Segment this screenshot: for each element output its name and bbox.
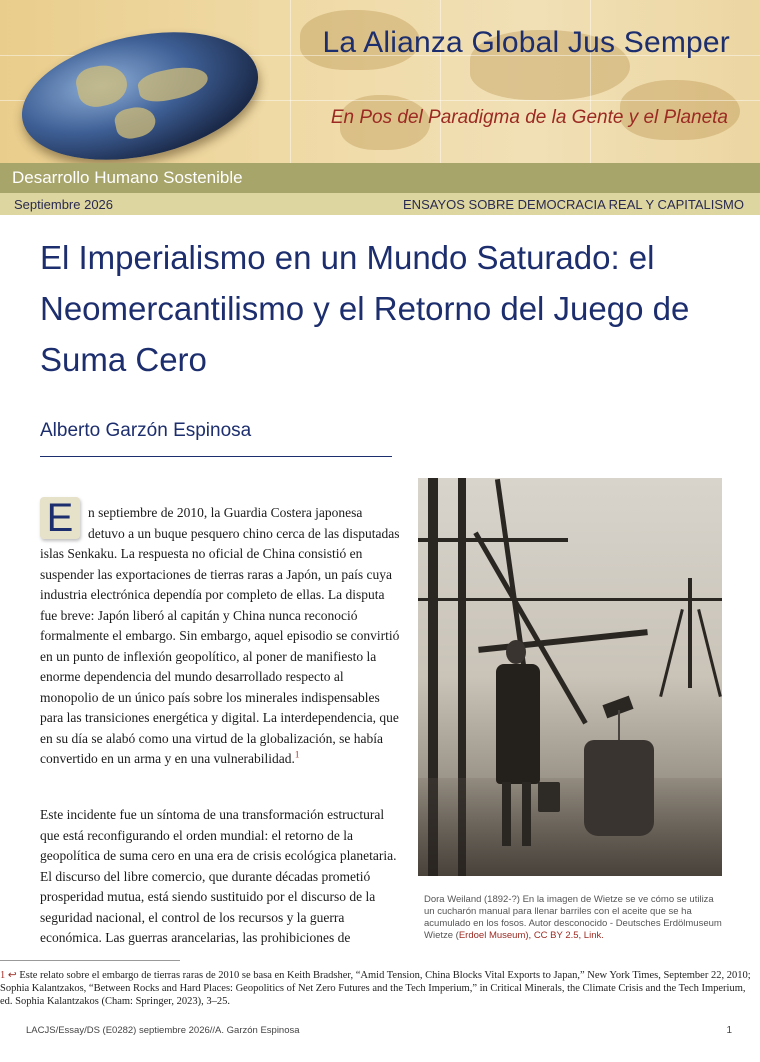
historical-photo	[418, 478, 722, 876]
header-banner	[0, 0, 760, 163]
footnote-divider	[0, 960, 180, 961]
article-author: Alberto Garzón Espinosa	[40, 420, 252, 441]
tagline: En Pos del Paradigma de la Gente y el Planeta	[330, 107, 728, 128]
photo-caption	[424, 894, 724, 942]
page-number: 1	[726, 1025, 732, 1036]
woman-figure	[488, 640, 548, 850]
paragraph-1-text: n septiembre de 2010, la Guardia Costera japonesa detuvo a un buque pesquero chino cerca de las disputadas islas Senkaku. La respuesta no oficial de China consistió en suspender las exportaciones de tierras raras a Japón, un país cuya industria electrónica dependía por completo de ellas. La disputa fue breve: Japón liberó al capitán y China nunca reconoció formalmente el embargo. Sin embargo, aquel episodio se convirtió en un punto de inflexión geopolítico, al poner de manifiesto la enorme dependencia del mundo desarrollado respecto al monopolio de un único país sobre los minerales indispensables para las transiciones energética y digital. La interdependencia, que en su día se alabó como una virtud de la globalización, se había convertido en un arma y en una vulnerabilidad.	[40, 505, 400, 766]
bucket	[538, 782, 560, 812]
section-label: Desarrollo Humano Sostenible	[12, 168, 243, 187]
section-bar	[0, 163, 760, 193]
footnote-reference[interactable]: 1	[294, 749, 300, 760]
footnote	[0, 969, 752, 1008]
author-divider	[40, 456, 392, 457]
publication-date: Septiembre 2026	[14, 197, 114, 212]
running-footer: LACJS/Essay/DS (E0282) septiembre 2026//A. Garzón Espinosa	[26, 1025, 300, 1036]
drop-cap: E	[40, 497, 80, 539]
barrel	[584, 740, 654, 836]
article-title: El Imperialismo en un Mundo Saturado: el Neomercantilismo y el Retorno del Juego de Suma Cero	[40, 239, 690, 378]
footnote-return-icon[interactable]: ↩	[7, 970, 17, 981]
series-label: ENSAYOS SOBRE DEMOCRACIA REAL Y CAPITALISMO	[403, 197, 744, 212]
paragraph-1	[40, 496, 402, 770]
footnote-text: Este relato sobre el embargo de tierras raras de 2010 se basa en Keith Bradsher, “Amid Tension, China Blocks Vital Exports to Japan,” New York Times, September 22, 2010; Sophia Kalantzakos, “Between Rocks and Hard Places: Geopolitics of Net Zero Futures and the Tech Imperium,” in Critical Minerals, the Climate Crisis and the Tech Imperium, ed. Sophia Kalantzakos (Cham: Springer, 2023), 3–25.	[0, 970, 751, 1007]
date-bar	[0, 193, 760, 215]
paragraph-2: Este incidente fue un síntoma de una transformación estructural que está reconfigurando el orden mundial: el retorno de la geopolítica de suma cero en una era de crisis ecológica planetaria. El discurso del libre comercio, que durante décadas prometió prosperidad mutua, está siendo sustituido por el discurso de la seguridad nacional, el control de los recursos y la guerra económica. Las guerras arancelarias, las prohibiciones de	[40, 807, 397, 945]
caption-credit-link[interactable]: Erdoel Museum), CC BY 2.5, Link.	[458, 930, 604, 941]
caption-text: Dora Weiland (1892-?) En la imagen de Wietze se ve cómo se utiliza un cucharón manual para llenar barriles con el aceite que se ha acumulado en los fosos. Autor desconocido - Deutsches Erdölmuseum Wietze (	[424, 894, 722, 941]
organization-name: La Alianza Global Jus Semper	[322, 26, 730, 59]
footnote-number: 1	[0, 970, 6, 981]
globe-logo	[10, 12, 270, 163]
